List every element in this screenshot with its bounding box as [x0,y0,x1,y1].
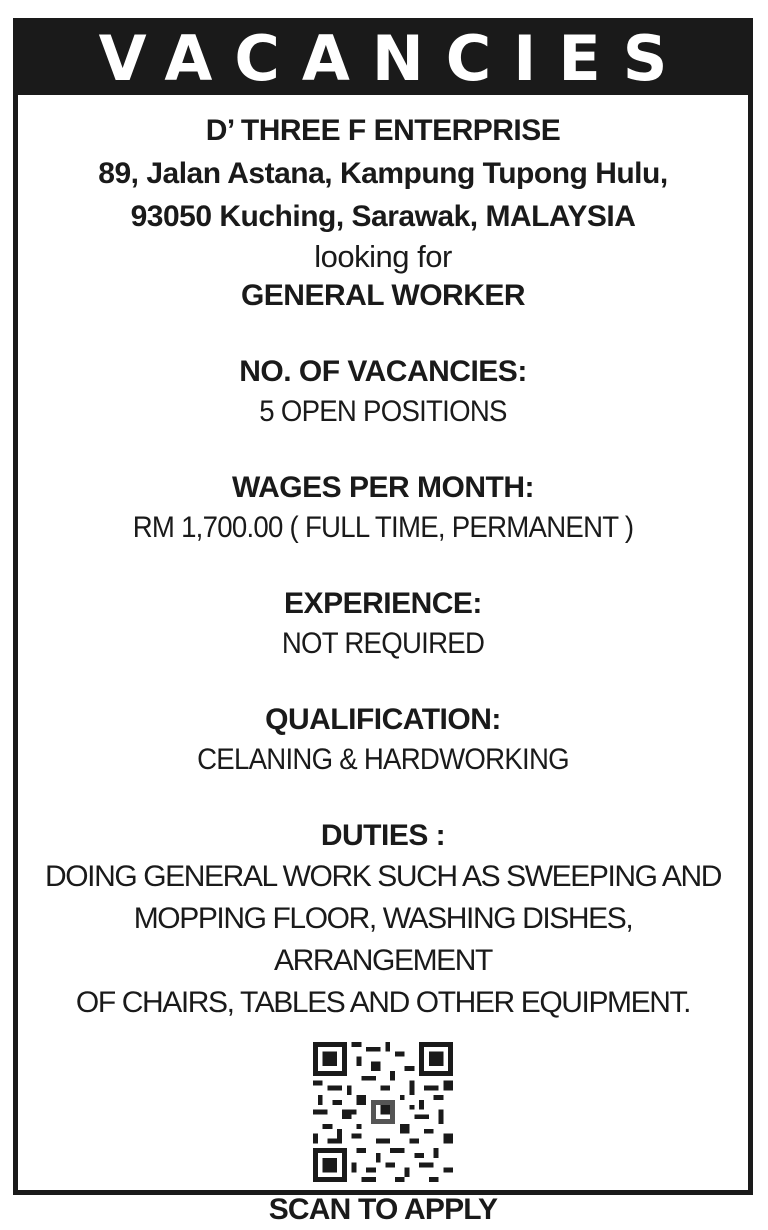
duties-line3: OF CHAIRS, TABLES AND OTHER EQUIPMENT. [75,986,691,1019]
experience-value: NOT REQUIRED [281,627,485,660]
company-address-line1: 89, Jalan Astana, Kampung Tupong Hulu, [98,157,668,190]
wages-value: RM 1,700.00 ( FULL TIME, PERMANENT ) [132,511,634,544]
vacancy-advertisement [13,18,753,1226]
qualification-label: QUALIFICATION: [265,703,501,736]
duties-description [18,856,748,1024]
apply-section [18,1042,748,1182]
ad-content [18,109,748,1230]
qualification-value: CELANING & HARDWORKING [197,743,569,776]
vacancies-value: 5 OPEN POSITIONS [259,395,507,428]
wages-section [18,468,748,548]
company-name: D’ THREE F ENTERPRISE [205,114,561,147]
qualification-section [18,700,748,780]
looking-for-text: looking for [314,239,452,274]
position-title: GENERAL WORKER [240,279,526,312]
ad-title: VACANCIES [18,23,748,95]
vacancies-label: NO. OF VACANCIES: [239,355,527,388]
qr-code-icon[interactable] [313,1042,453,1182]
company-block [18,109,748,238]
company-address-line2: 93050 Kuching, Sarawak, MALAYSIA [130,200,636,233]
experience-section [18,584,748,664]
duties-label: DUTIES : [320,819,446,852]
duties-line1: DOING GENERAL WORK SUCH AS SWEEPING AND [44,860,722,893]
vacancies-section [18,352,748,432]
duties-line2: MOPPING FLOOR, WASHING DISHES, ARRANGEMENT [133,902,633,977]
duties-section [18,816,748,1024]
wages-label: WAGES PER MONTH: [231,471,534,504]
scan-to-apply-label: SCAN TO APPLY [268,1193,498,1226]
experience-label: EXPERIENCE: [284,587,482,620]
